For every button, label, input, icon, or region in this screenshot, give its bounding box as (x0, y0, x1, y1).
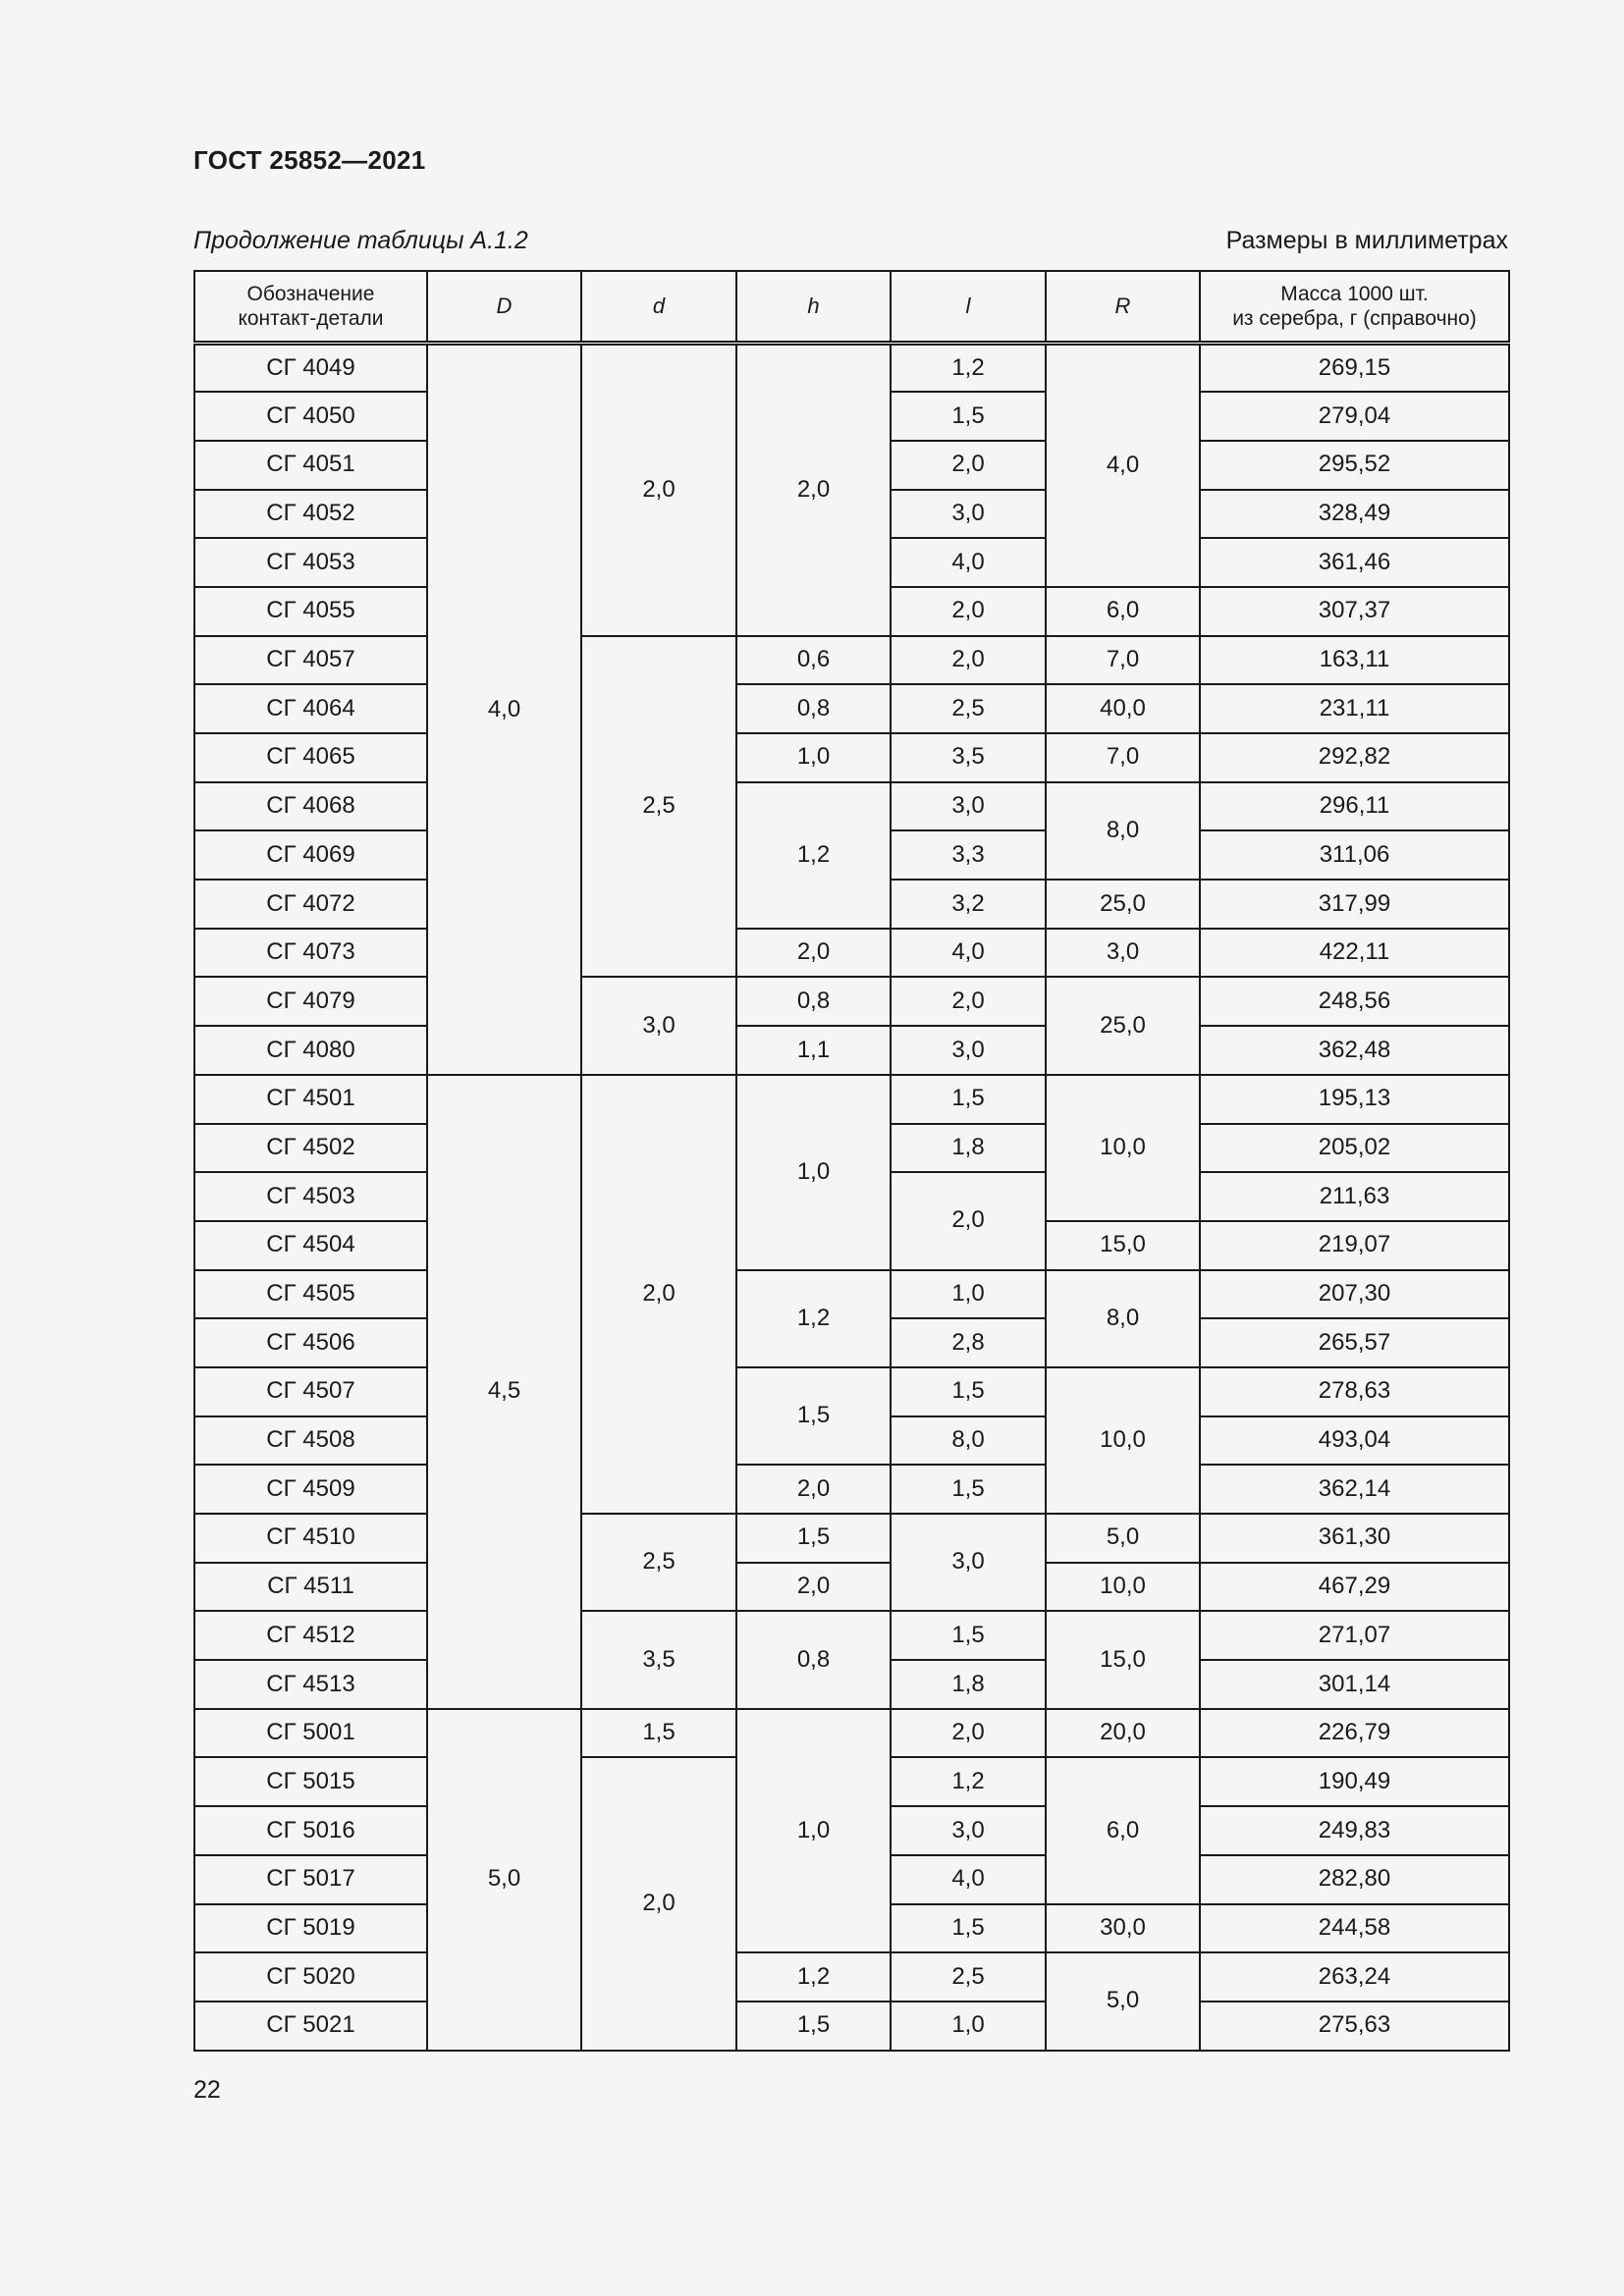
cell-h: 1,0 (736, 1709, 891, 1952)
table-row (194, 1026, 1509, 1075)
cell-h: 1,2 (736, 782, 891, 929)
cell-designation: СГ 4064 (194, 684, 427, 733)
cell-mass: 301,14 (1200, 1660, 1509, 1709)
table-row (194, 1075, 1509, 1124)
cell-l: 2,0 (891, 1172, 1046, 1269)
cell-R: 10,0 (1046, 1075, 1200, 1221)
cell-mass: 467,29 (1200, 1563, 1509, 1612)
cell-designation: СГ 5015 (194, 1757, 427, 1806)
contact-parts-table (193, 270, 1510, 2052)
table-row (194, 1465, 1509, 1514)
cell-D: 5,0 (427, 1709, 581, 2051)
cell-designation: СГ 5021 (194, 2002, 427, 2051)
cell-h: 1,5 (736, 1367, 891, 1465)
col-header-mass (1200, 271, 1509, 344)
cell-R: 3,0 (1046, 929, 1200, 978)
cell-mass: 263,24 (1200, 1952, 1509, 2002)
cell-l: 1,8 (891, 1660, 1046, 1709)
cell-designation: СГ 4050 (194, 392, 427, 441)
cell-h: 1,5 (736, 2002, 891, 2051)
table-row (194, 782, 1509, 831)
col-header-mass-line2: из серебра, г (справочно) (1232, 307, 1477, 330)
cell-l: 2,0 (891, 441, 1046, 490)
cell-d: 2,0 (581, 1757, 736, 2050)
cell-designation: СГ 4501 (194, 1075, 427, 1124)
cell-l: 4,0 (891, 538, 1046, 587)
cell-l: 1,5 (891, 1904, 1046, 1953)
cell-R: 25,0 (1046, 977, 1200, 1074)
cell-mass: 248,56 (1200, 977, 1509, 1026)
cell-designation: СГ 4068 (194, 782, 427, 831)
cell-designation: СГ 4072 (194, 880, 427, 929)
cell-designation: СГ 4507 (194, 1367, 427, 1416)
cell-l: 3,0 (891, 782, 1046, 831)
cell-mass: 195,13 (1200, 1075, 1509, 1124)
cell-R: 15,0 (1046, 1611, 1200, 1708)
cell-mass: 205,02 (1200, 1124, 1509, 1173)
table-row (194, 636, 1509, 685)
cell-designation: СГ 4080 (194, 1026, 427, 1075)
table-row (194, 344, 1509, 393)
table-row (194, 684, 1509, 733)
cell-h: 1,5 (736, 1514, 891, 1563)
cell-l: 3,0 (891, 1806, 1046, 1855)
cell-designation: СГ 4502 (194, 1124, 427, 1173)
cell-mass: 282,80 (1200, 1855, 1509, 1904)
cell-d: 3,5 (581, 1611, 736, 1708)
table-row (194, 1611, 1509, 1660)
cell-D: 4,5 (427, 1075, 581, 1709)
cell-R: 20,0 (1046, 1709, 1200, 1758)
cell-h: 2,0 (736, 1563, 891, 1612)
cell-mass: 361,30 (1200, 1514, 1509, 1563)
col-header-l: l (891, 271, 1046, 344)
cell-mass: 265,57 (1200, 1318, 1509, 1367)
cell-designation: СГ 4057 (194, 636, 427, 685)
cell-designation: СГ 4504 (194, 1221, 427, 1270)
table-row (194, 1270, 1509, 1319)
cell-h: 1,1 (736, 1026, 891, 1075)
cell-mass: 271,07 (1200, 1611, 1509, 1660)
cell-designation: СГ 4049 (194, 344, 427, 393)
cell-designation: СГ 4079 (194, 977, 427, 1026)
page-number: 22 (193, 2076, 221, 2104)
cell-R: 10,0 (1046, 1563, 1200, 1612)
cell-designation: СГ 4511 (194, 1563, 427, 1612)
col-header-h: h (736, 271, 891, 344)
cell-h: 0,8 (736, 1611, 891, 1708)
table-row (194, 733, 1509, 782)
cell-l: 3,2 (891, 880, 1046, 929)
col-header-R: R (1046, 271, 1200, 344)
cell-d: 2,5 (581, 636, 736, 978)
cell-R: 6,0 (1046, 1757, 1200, 1903)
cell-l: 3,3 (891, 830, 1046, 880)
cell-d: 3,0 (581, 977, 736, 1074)
cell-mass: 328,49 (1200, 490, 1509, 539)
col-header-d: d (581, 271, 736, 344)
cell-designation: СГ 4503 (194, 1172, 427, 1221)
cell-designation: СГ 4065 (194, 733, 427, 782)
cell-designation: СГ 5001 (194, 1709, 427, 1758)
cell-l: 2,5 (891, 1952, 1046, 2002)
table-row (194, 1709, 1509, 1758)
cell-l: 1,5 (891, 1075, 1046, 1124)
cell-l: 2,0 (891, 977, 1046, 1026)
cell-mass: 311,06 (1200, 830, 1509, 880)
col-header-designation (194, 271, 427, 344)
cell-h: 0,8 (736, 977, 891, 1026)
cell-designation: СГ 5020 (194, 1952, 427, 2002)
cell-designation: СГ 4053 (194, 538, 427, 587)
cell-d: 2,0 (581, 344, 736, 636)
cell-R: 8,0 (1046, 1270, 1200, 1367)
cell-h: 2,0 (736, 1465, 891, 1514)
cell-designation: СГ 4052 (194, 490, 427, 539)
cell-designation: СГ 5019 (194, 1904, 427, 1953)
cell-l: 1,8 (891, 1124, 1046, 1173)
cell-h: 2,0 (736, 344, 891, 636)
cell-designation: СГ 4513 (194, 1660, 427, 1709)
cell-R: 10,0 (1046, 1367, 1200, 1514)
cell-l: 2,0 (891, 636, 1046, 685)
cell-designation: СГ 4510 (194, 1514, 427, 1563)
cell-mass: 278,63 (1200, 1367, 1509, 1416)
cell-mass: 211,63 (1200, 1172, 1509, 1221)
cell-designation: СГ 4506 (194, 1318, 427, 1367)
cell-mass: 249,83 (1200, 1806, 1509, 1855)
document-standard-number: ГОСТ 25852—2021 (193, 145, 426, 175)
cell-D: 4,0 (427, 344, 581, 1075)
cell-R: 8,0 (1046, 782, 1200, 880)
cell-mass: 307,37 (1200, 587, 1509, 636)
cell-d: 2,0 (581, 1075, 736, 1514)
col-header-designation-line2: контакт-детали (238, 307, 384, 330)
table-row (194, 1952, 1509, 2002)
cell-l: 3,0 (891, 1026, 1046, 1075)
table-continuation-caption: Продолжение таблицы А.1.2 (193, 227, 528, 254)
table-row (194, 1514, 1509, 1563)
cell-mass: 275,63 (1200, 2002, 1509, 2051)
cell-mass: 362,48 (1200, 1026, 1509, 1075)
table-row (194, 2002, 1509, 2051)
cell-mass: 292,82 (1200, 733, 1509, 782)
cell-l: 1,5 (891, 1611, 1046, 1660)
cell-h: 0,8 (736, 684, 891, 733)
cell-h: 1,0 (736, 1075, 891, 1270)
cell-l: 2,8 (891, 1318, 1046, 1367)
cell-l: 1,5 (891, 1465, 1046, 1514)
cell-mass: 207,30 (1200, 1270, 1509, 1319)
cell-mass: 317,99 (1200, 880, 1509, 929)
table-header-row (194, 271, 1509, 344)
cell-mass: 295,52 (1200, 441, 1509, 490)
cell-l: 3,5 (891, 733, 1046, 782)
cell-mass: 422,11 (1200, 929, 1509, 978)
cell-l: 3,0 (891, 1514, 1046, 1611)
cell-l: 4,0 (891, 1855, 1046, 1904)
cell-l: 1,5 (891, 392, 1046, 441)
cell-R: 40,0 (1046, 684, 1200, 733)
cell-designation: СГ 4508 (194, 1416, 427, 1466)
cell-l: 2,0 (891, 1709, 1046, 1758)
cell-d: 2,5 (581, 1514, 736, 1611)
cell-designation: СГ 4509 (194, 1465, 427, 1514)
cell-R: 5,0 (1046, 1952, 1200, 2050)
cell-l: 1,2 (891, 344, 1046, 393)
cell-l: 1,5 (891, 1367, 1046, 1416)
cell-R: 15,0 (1046, 1221, 1200, 1270)
cell-mass: 244,58 (1200, 1904, 1509, 1953)
cell-designation: СГ 4505 (194, 1270, 427, 1319)
cell-d: 1,5 (581, 1709, 736, 1758)
cell-R: 25,0 (1046, 880, 1200, 929)
cell-designation: СГ 5017 (194, 1855, 427, 1904)
cell-l: 2,0 (891, 587, 1046, 636)
cell-h: 1,0 (736, 733, 891, 782)
cell-mass: 296,11 (1200, 782, 1509, 831)
cell-designation: СГ 4073 (194, 929, 427, 978)
cell-R: 6,0 (1046, 587, 1200, 636)
cell-mass: 226,79 (1200, 1709, 1509, 1758)
cell-h: 1,2 (736, 1270, 891, 1367)
cell-R: 5,0 (1046, 1514, 1200, 1563)
cell-mass: 493,04 (1200, 1416, 1509, 1466)
cell-h: 2,0 (736, 929, 891, 978)
cell-l: 2,5 (891, 684, 1046, 733)
cell-mass: 219,07 (1200, 1221, 1509, 1270)
col-header-designation-line1: Обозначение (246, 282, 375, 305)
col-header-mass-line1: Масса 1000 шт. (1280, 282, 1429, 305)
cell-h: 1,2 (736, 1952, 891, 2002)
table-row (194, 977, 1509, 1026)
cell-mass: 362,14 (1200, 1465, 1509, 1514)
cell-l: 1,2 (891, 1757, 1046, 1806)
cell-designation: СГ 4512 (194, 1611, 427, 1660)
cell-R: 7,0 (1046, 636, 1200, 685)
cell-l: 8,0 (891, 1416, 1046, 1466)
cell-designation: СГ 4069 (194, 830, 427, 880)
cell-designation: СГ 4055 (194, 587, 427, 636)
table-row (194, 1367, 1509, 1416)
cell-mass: 231,11 (1200, 684, 1509, 733)
cell-l: 1,0 (891, 1270, 1046, 1319)
units-caption: Размеры в миллиметрах (1225, 227, 1508, 254)
cell-mass: 163,11 (1200, 636, 1509, 685)
col-header-D: D (427, 271, 581, 344)
cell-h: 0,6 (736, 636, 891, 685)
cell-R: 4,0 (1046, 344, 1200, 587)
table-row (194, 1563, 1509, 1612)
cell-mass: 190,49 (1200, 1757, 1509, 1806)
cell-designation: СГ 5016 (194, 1806, 427, 1855)
cell-designation: СГ 4051 (194, 441, 427, 490)
cell-l: 3,0 (891, 490, 1046, 539)
cell-l: 4,0 (891, 929, 1046, 978)
cell-R: 7,0 (1046, 733, 1200, 782)
cell-mass: 279,04 (1200, 392, 1509, 441)
cell-R: 30,0 (1046, 1904, 1200, 1953)
cell-mass: 361,46 (1200, 538, 1509, 587)
table-row (194, 929, 1509, 978)
cell-mass: 269,15 (1200, 344, 1509, 393)
cell-l: 1,0 (891, 2002, 1046, 2051)
